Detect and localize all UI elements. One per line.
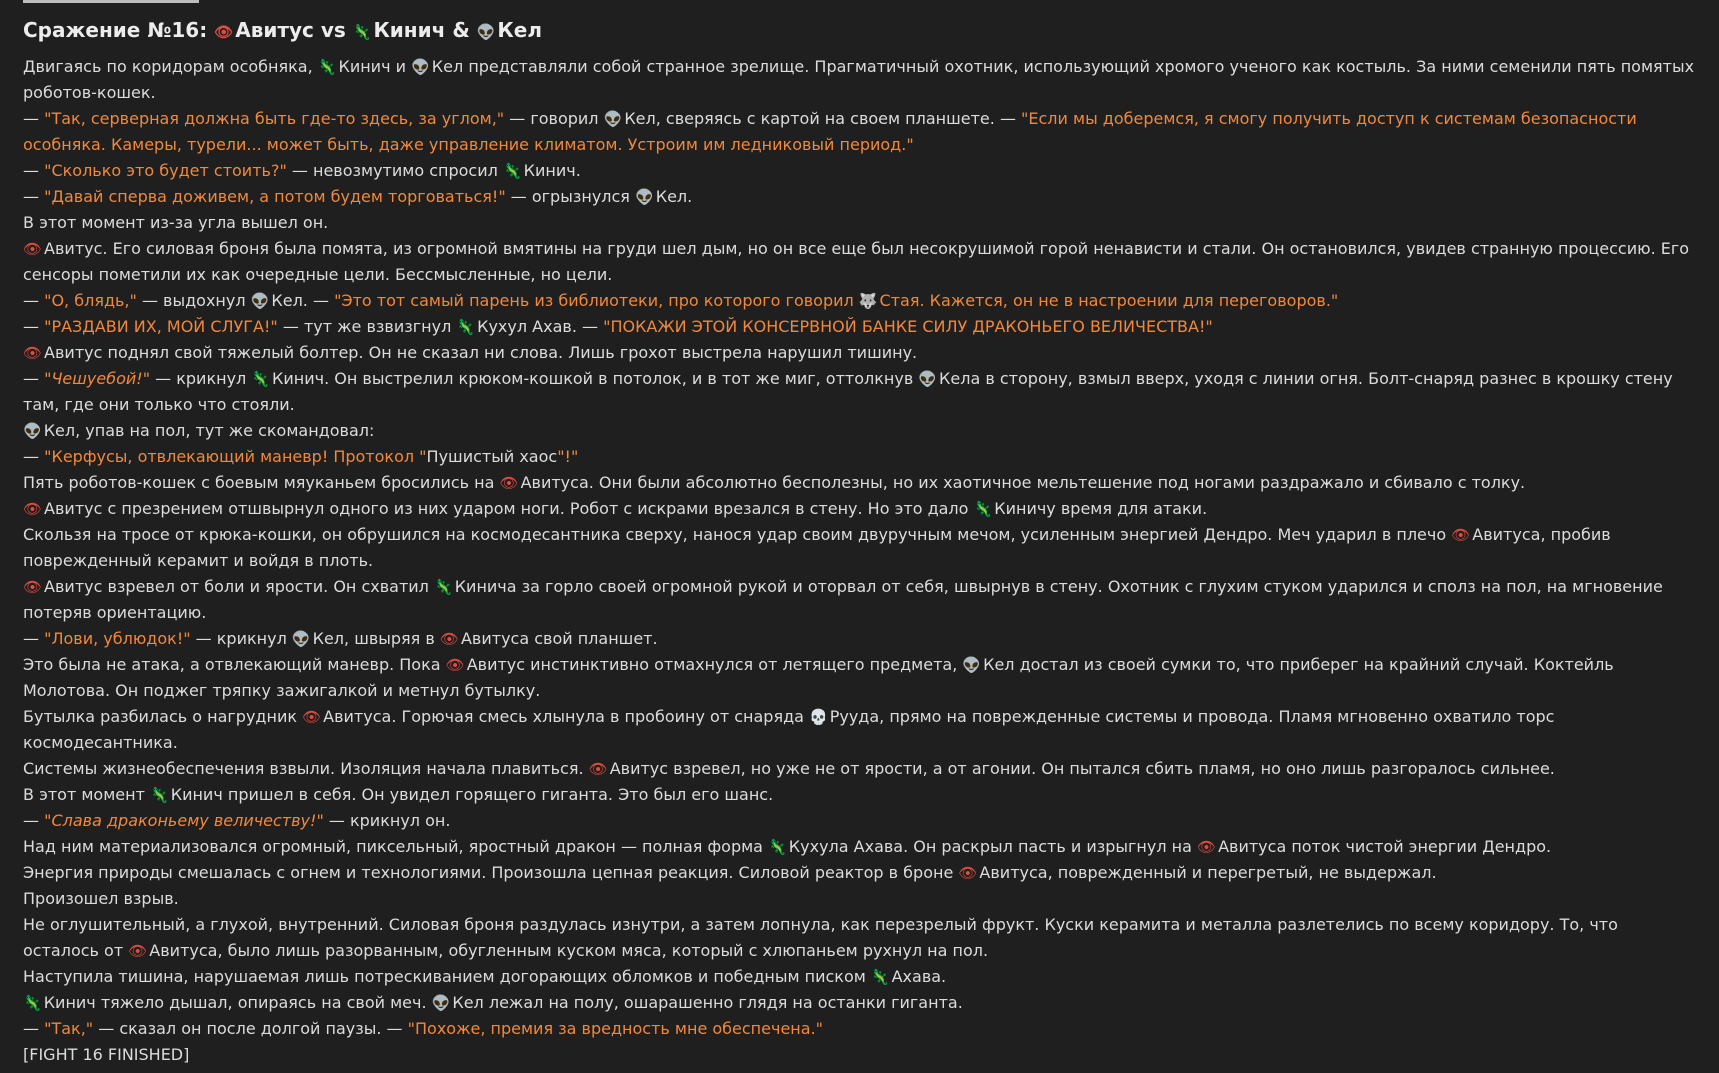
narration-text: Кел, сверяясь с картой на своем планшете. — xyxy=(624,109,1022,128)
narration-text: Наступила тишина, нарушаемая лишь потрескиванием догорающих обломков и победным писком xyxy=(23,967,866,986)
narration-text: Кинич и xyxy=(338,57,407,76)
eye-icon: 👁 xyxy=(588,760,608,778)
lizard-icon: 🦎 xyxy=(768,838,787,856)
narration-text: Бутылка разбилась о нагрудник xyxy=(23,707,298,726)
dialogue-line xyxy=(23,106,1696,158)
story-paragraph xyxy=(23,964,1696,990)
narration-text: Кел. xyxy=(655,187,693,206)
dash-text: — xyxy=(23,187,45,206)
wolf-icon: 🐺 xyxy=(858,292,878,310)
dialogue-line xyxy=(23,314,1696,340)
eye-icon: 👁 xyxy=(445,656,465,674)
narration-text: Авитуса свой планшет. xyxy=(460,629,658,648)
lizard-icon: 🦎 xyxy=(23,994,42,1012)
narration-text: Энергия природы смешалась с огнем и технологиями. Произошла цепная реакция. Силовой реактор в броне xyxy=(23,863,954,882)
story-paragraph xyxy=(23,704,1696,756)
story-paragraph xyxy=(23,522,1696,574)
dialogue-quote: "Так, серверная должна быть где-то здесь, за углом," xyxy=(44,109,505,128)
title-fighter-2: Кинич & xyxy=(373,18,470,42)
narration-text: Авитус поднял свой тяжелый болтер. Он не сказал ни слова. Лишь грохот выстрела нарушил тишину. xyxy=(44,343,918,362)
story-paragraph xyxy=(23,54,1696,106)
story-paragraph xyxy=(23,834,1696,860)
narration-text: Авитуса. Горючая смесь хлынула в пробоину от снаряда xyxy=(323,707,804,726)
title-fighter-1: Авитус vs xyxy=(235,18,346,42)
dialogue-line xyxy=(23,444,1696,470)
dash-text: — xyxy=(23,369,45,388)
dialogue-quote-italic: Слава драконьему величеству! xyxy=(51,811,317,830)
eye-icon: 👁 xyxy=(1197,838,1217,856)
top-divider xyxy=(23,0,199,3)
dash-text: — xyxy=(23,811,45,830)
alien-icon: 👽 xyxy=(250,292,270,310)
narration-text: В этот момент из-за угла вышел он. xyxy=(23,213,329,232)
dialogue-line xyxy=(23,808,1696,834)
eye-icon: 👁 xyxy=(1451,526,1471,544)
eye-icon: 👁 xyxy=(302,708,322,726)
alien-icon: 👽 xyxy=(411,58,430,76)
story-paragraph xyxy=(23,886,1696,912)
dialogue-quote: "Давай сперва доживем, а потом будем торговаться!" xyxy=(44,187,506,206)
lizard-icon: 🦎 xyxy=(251,370,271,388)
lizard-icon: 🦎 xyxy=(456,318,476,336)
dialogue-quote: "Это тот самый парень из библиотеки, про которого говорил xyxy=(334,291,854,310)
narration-text: Авитус взревел, но уже не от ярости, а от агонии. Он пытался сбить пламя, но оно лишь разгоралось сильнее. xyxy=(609,759,1555,778)
dialogue-line xyxy=(23,158,1696,184)
title-fighter-3: Кел xyxy=(497,18,542,42)
eye-icon: 👁 xyxy=(439,630,459,648)
dialogue-quote: Стая. Кажется, он не в настроении для переговоров." xyxy=(879,291,1339,310)
story-paragraph xyxy=(23,574,1696,626)
narration-text: Авитус инстинктивно отмахнулся от летящего предмета, xyxy=(466,655,958,674)
dash-text: — xyxy=(23,1019,45,1038)
narration-text: Киничу время для атаки. xyxy=(994,499,1208,518)
eye-icon: 👁 xyxy=(214,23,234,41)
dialogue-quote: "Сколько это будет стоить?" xyxy=(44,161,287,180)
dialogue-quote: "Похоже, премия за вредность мне обеспечена." xyxy=(407,1019,823,1038)
dialogue-line xyxy=(23,1016,1696,1042)
narration-text: Скользя на тросе от крюка-кошки, он обрушился на космодесантника сверху, нанося удар своим двуручным мечом, усиленным энергией Дендро. Меч ударил в плечо xyxy=(23,525,1447,544)
narration-text: В этот момент xyxy=(23,785,145,804)
dialogue-quote: "Керфусы, отвлекающий маневр! Протокол " xyxy=(44,447,427,466)
dash-text: — xyxy=(23,317,45,336)
alien-icon: 👽 xyxy=(918,370,938,388)
alien-icon: 👽 xyxy=(291,630,311,648)
narration-text: Кел представляли собой странное зрелище. Прагматичный охотник, использующий хромого ученого как костыль. За ними семенили пять помятых роботов-кошек. xyxy=(23,57,1695,102)
narration-text: Пять роботов-кошек с боевым мяуканьем бросились на xyxy=(23,473,495,492)
eye-icon: 👁 xyxy=(499,474,519,492)
eye-icon: 👁 xyxy=(128,942,148,960)
dialogue-quote: "Лови, ублюдок!" xyxy=(44,629,191,648)
dialogue-quote: " xyxy=(142,369,151,388)
story-paragraph xyxy=(23,782,1696,808)
alien-icon: 👽 xyxy=(603,110,623,128)
story-paragraph xyxy=(23,210,1696,236)
skull-icon: 💀 xyxy=(809,708,828,726)
narration-text: Кухула Ахава. Он раскрыл пасть и изрыгнул на xyxy=(788,837,1192,856)
narration-text: Рууда, прямо на поврежденные системы и провода. Пламя мгновенно охватило торс космодесантника. xyxy=(23,707,1555,752)
story-paragraph xyxy=(23,470,1696,496)
lizard-icon: 🦎 xyxy=(150,786,169,804)
narration-text: Авитуса, пробив поврежденный керамит и войдя в плоть. xyxy=(23,525,1611,570)
story-paragraph xyxy=(23,990,1696,1016)
narration-text: Кела в сторону, взмыл вверх, уходя с линии огня. Болт-снаряд разнес в крошку стену там, где они только что стояли. xyxy=(23,369,1673,414)
dialogue-quote: "О, блядь," xyxy=(44,291,137,310)
lizard-icon: 🦎 xyxy=(434,578,453,596)
narration-text: — крикнул xyxy=(190,629,287,648)
narration-text: Кинича за горло своей огромной рукой и оторвал от себя, швырнув в стену. Охотник с глухим стуком ударился и сполз на пол, на мгновение потеряв ориентацию. xyxy=(23,577,1663,622)
dash-text: — xyxy=(23,447,45,466)
narration-text: Авитуса. Они были абсолютно бесполезны, но их хаотичное мельтешение под ногами раздражало и сбивало с толку. xyxy=(520,473,1526,492)
dialogue-quote-italic: Чешуебой! xyxy=(51,369,143,388)
dialogue-quote: "РАЗДАВИ ИХ, МОЙ СЛУГА!" xyxy=(44,317,278,336)
narration-text: Кел, упав на пол, тут же скомандовал: xyxy=(43,421,375,440)
alien-icon: 👽 xyxy=(23,422,42,440)
dialogue-quote: "Так," xyxy=(44,1019,94,1038)
dialogue-quote: " xyxy=(44,811,52,830)
narration-text: Кинич. xyxy=(523,161,581,180)
fight-finished-status xyxy=(23,1042,1696,1068)
eye-icon: 👁 xyxy=(23,240,43,258)
alien-icon: 👽 xyxy=(635,188,654,206)
alien-icon: 👽 xyxy=(431,994,451,1012)
dialogue-quote: " xyxy=(44,369,52,388)
dialogue-protocol-name: Пушистый хаос xyxy=(426,447,558,466)
alien-icon: 👽 xyxy=(962,656,982,674)
narration-text: Это была не атака, а отвлекающий маневр. Пока xyxy=(23,655,441,674)
dialogue-line xyxy=(23,288,1696,314)
narration-text: Ахава. xyxy=(891,967,947,986)
dialogue-quote: "Если мы доберемся, я смогу получить доступ к системам безопасности особняка. Камеры, турели... может быть, даже управление климатом. Устроим им ледниковый период." xyxy=(23,109,1637,154)
story-paragraph xyxy=(23,418,1696,444)
narration-text: — крикнул xyxy=(150,369,247,388)
lizard-icon: 🦎 xyxy=(317,58,337,76)
dash-text: — xyxy=(23,291,45,310)
narration-text: Кел. — xyxy=(271,291,335,310)
narration-text: Над ним материализовался огромный, пиксельный, яростный дракон — полная форма xyxy=(23,837,763,856)
dialogue-quote: "ПОКАЖИ ЭТОЙ КОНСЕРВНОЙ БАНКЕ СИЛУ ДРАКОНЬЕГО ВЕЛИЧЕСТВА!" xyxy=(603,317,1213,336)
dash-text: — xyxy=(23,109,45,128)
story-paragraph xyxy=(23,756,1696,782)
narration-text: Авитуса поток чистой энергии Дендро. xyxy=(1218,837,1552,856)
narration-text: Кел достал из своей сумки то, что приберег на крайний случай. Коктейль Молотова. Он поджег тряпку зажигалкой и метнул бутылку. xyxy=(23,655,1614,700)
narration-text: Кинич пришел в себя. Он увидел горящего гиганта. Это был его шанс. xyxy=(170,785,774,804)
narration-text: Произошел взрыв. xyxy=(23,889,179,908)
narration-text: Кинич. Он выстрелил крюком-кошкой в потолок, и в тот же миг, оттолкнув xyxy=(272,369,914,388)
story-paragraph xyxy=(23,236,1696,288)
lizard-icon: 🦎 xyxy=(502,162,522,180)
title-prefix: Сражение №16: xyxy=(23,18,208,42)
dialogue-line xyxy=(23,184,1696,210)
lizard-icon: 🦎 xyxy=(870,968,890,986)
page-title xyxy=(23,14,1696,48)
dash-text: — xyxy=(23,629,45,648)
narration-text: Авитус. Его силовая броня была помята, из огромной вмятины на груди шел дым, но он все еще был несокрушимой горой ненависти и стали. Он остановился, увидев странную процессию. Его сенсоры пометили их как очередные цели. Бессмысленные, но цели. xyxy=(23,239,1690,284)
story-paragraph xyxy=(23,912,1696,964)
story-paragraph xyxy=(23,652,1696,704)
narration-text: Кел лежал на полу, ошарашенно глядя на останки гиганта. xyxy=(452,993,963,1012)
narration-text: — крикнул он. xyxy=(323,811,451,830)
narration-text: Кинич тяжело дышал, опираясь на свой меч. xyxy=(43,993,427,1012)
eye-icon: 👁 xyxy=(23,578,43,596)
lizard-icon: 🦎 xyxy=(352,23,372,41)
status-text: [FIGHT 16 FINISHED] xyxy=(23,1045,190,1064)
dialogue-line xyxy=(23,366,1696,418)
narration-text: Не оглушительный, а глухой, внутренний. Силовая броня раздулась изнутри, а затем лопнула, как перезрелый фрукт. Куски керамита и металла разлетелись по всему коридору. То, что осталось от xyxy=(23,915,1618,960)
story-paragraph xyxy=(23,340,1696,366)
narration-text: — огрызнулся xyxy=(505,187,630,206)
narration-text: Кухул Ахав. — xyxy=(477,317,604,336)
eye-icon: 👁 xyxy=(958,864,978,882)
dash-text: — xyxy=(23,161,45,180)
dialogue-line xyxy=(23,626,1696,652)
narration-text: — невозмутимо спросил xyxy=(286,161,498,180)
narration-text: Авитуса, поврежденный и перегретый, не выдержал. xyxy=(979,863,1437,882)
narration-text: Кел, швыряя в xyxy=(312,629,435,648)
alien-icon: 👽 xyxy=(476,23,496,41)
story-paragraph xyxy=(23,496,1696,522)
narration-text: Авитус с презрением отшвырнул одного из них ударом ноги. Робот с искрами врезался в стену. Но это дало xyxy=(44,499,969,518)
eye-icon: 👁 xyxy=(23,500,43,518)
dialogue-quote: " xyxy=(316,811,324,830)
eye-icon: 👁 xyxy=(23,344,43,362)
narration-text: Авитуса, было лишь разорванным, обугленным куском мяса, который с хлюпаньем рухнул на пол. xyxy=(149,941,989,960)
narration-text: Двигаясь по коридорам особняка, xyxy=(23,57,313,76)
narration-text: Системы жизнеобеспечения взвыли. Изоляция начала плавиться. xyxy=(23,759,584,778)
narration-text: Авитус взревел от боли и ярости. Он схватил xyxy=(44,577,429,596)
narration-text: — тут же взвизгнул xyxy=(277,317,452,336)
narration-text: — сказал он после долгой паузы. — xyxy=(93,1019,408,1038)
story-paragraph xyxy=(23,860,1696,886)
dialogue-quote: "!" xyxy=(557,447,579,466)
narration-text: — говорил xyxy=(504,109,599,128)
narration-text: — выдохнул xyxy=(136,291,246,310)
lizard-icon: 🦎 xyxy=(973,500,993,518)
